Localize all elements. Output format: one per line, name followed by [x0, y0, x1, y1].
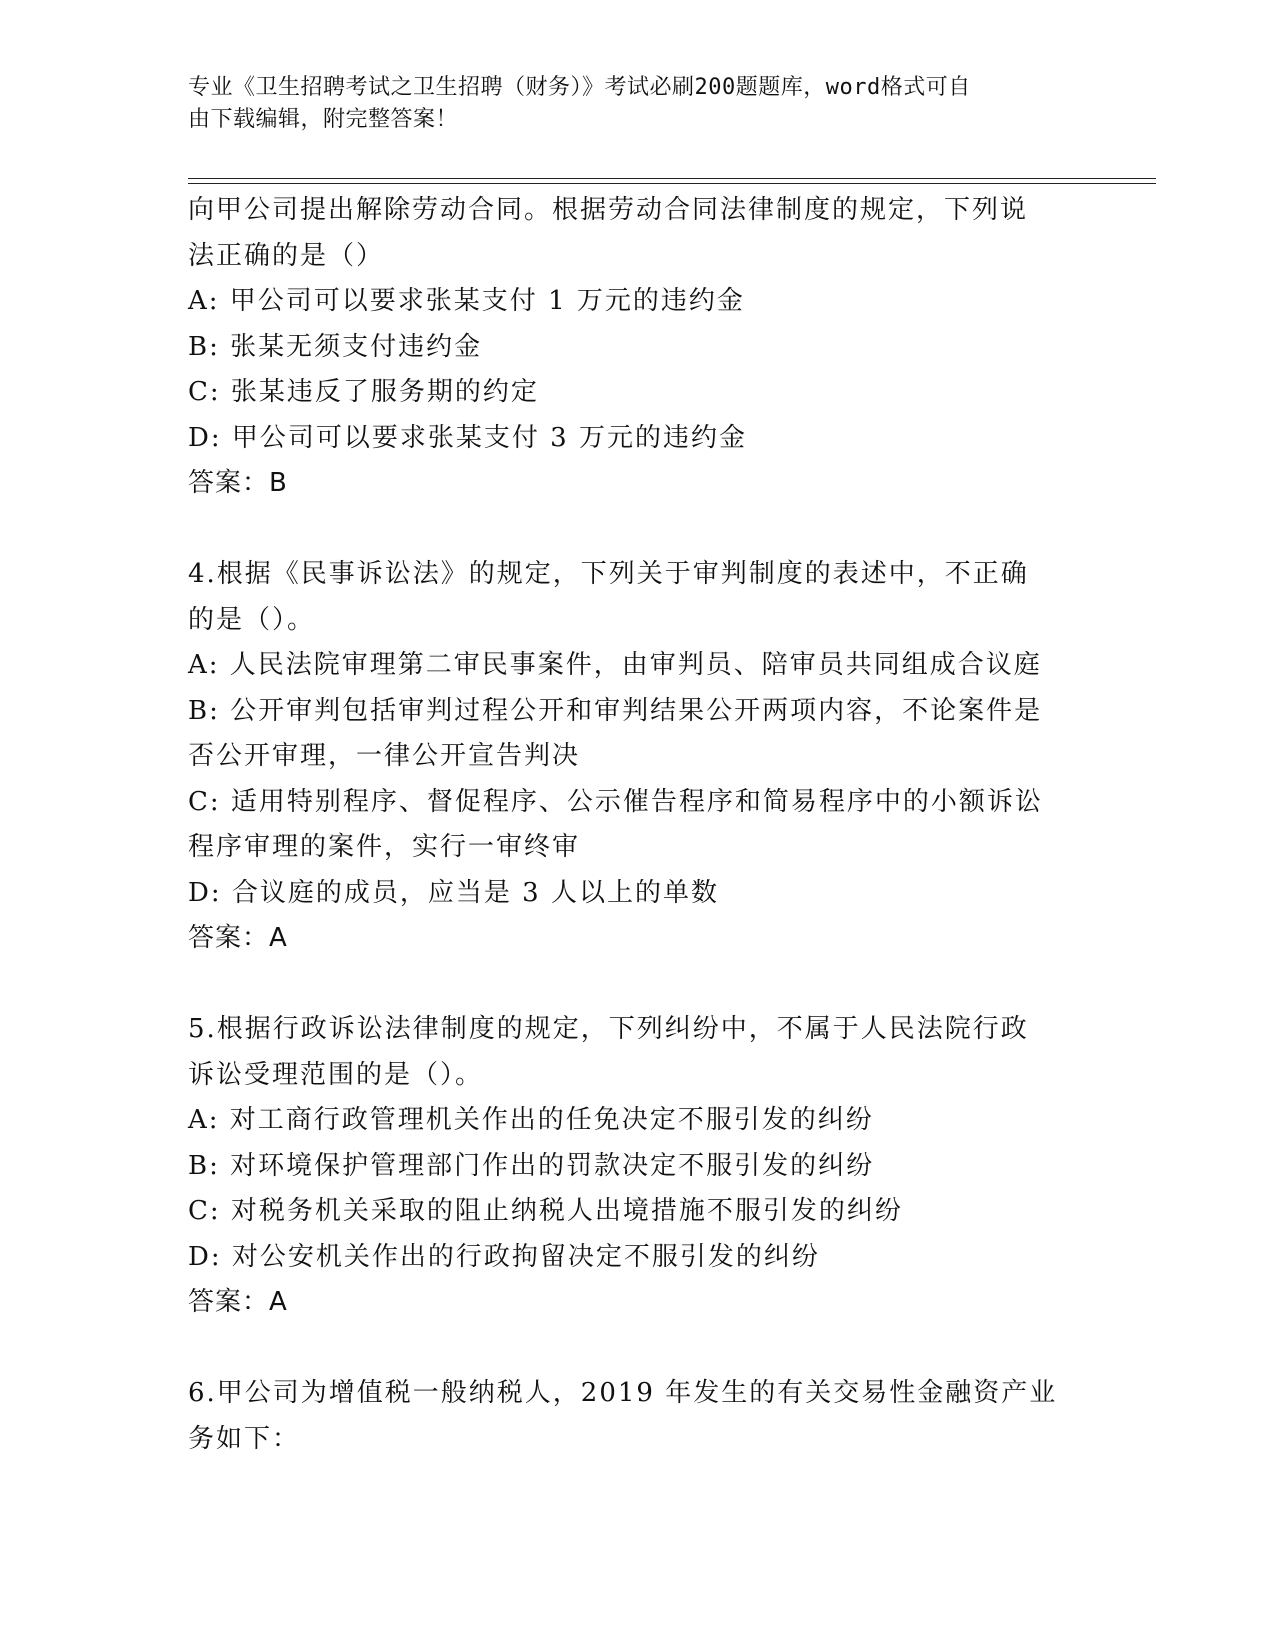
- question-3-stem-line-2: 法正确的是（）: [188, 240, 385, 271]
- question-3-answer: 答案：B: [188, 468, 288, 498]
- header-rule-bottom: [188, 183, 1156, 184]
- question-6: [188, 1371, 1088, 1462]
- spacer: [188, 507, 1088, 553]
- question-3-option-c: C: 张某违反了服务期的约定: [188, 377, 539, 407]
- question-5-stem-line-2: 诉讼受理范围的是（）。: [188, 1059, 484, 1090]
- header-line-1: 专业《卫生招聘考试之卫生招聘（财务）》考试必刷200题题库，word格式可自: [188, 75, 971, 100]
- question-3-option-d: D: 甲公司可以要求张某支付 3 万元的违约金: [188, 422, 747, 453]
- question-5-option-b: B: 对环境保护管理部门作出的罚款决定不服引发的纠纷: [188, 1150, 875, 1181]
- question-5-option-c: C: 对税务机关采取的阻止纳税人出境措施不服引发的纠纷: [188, 1196, 903, 1226]
- spacer: [188, 1326, 1088, 1372]
- question-4-stem-line-2: 的是（）。: [188, 604, 316, 635]
- question-5: [188, 1007, 1088, 1326]
- document-body: [188, 188, 1088, 1462]
- question-5-stem-line-1: 5.根据行政诉讼法律制度的规定，下列纠纷中，不属于人民法院行政: [188, 1014, 1029, 1044]
- question-4-option-d: D: 合议庭的成员，应当是 3 人以上的单数: [188, 877, 719, 908]
- question-4-option-b-line-2: 否公开审理，一律公开宣告判决: [188, 741, 581, 771]
- question-5-option-a: A: 对工商行政管理机关作出的任免决定不服引发的纠纷: [188, 1105, 874, 1135]
- question-6-stem-line-1: 6.甲公司为增值税一般纳税人，2019 年发生的有关交易性金融资产业: [188, 1378, 1058, 1408]
- header-line-2: 由下载编辑，附完整答案！: [188, 107, 459, 132]
- question-4-option-c-line-2: 程序审理的案件，实行一审终审: [188, 832, 581, 862]
- question-3-stem-line-1: 向甲公司提出解除劳动合同。根据劳动合同法律制度的规定，下列说: [188, 195, 1029, 225]
- question-4-stem-line-1: 4.根据《民事诉讼法》的规定，下列关于审判制度的表述中，不正确: [188, 559, 1029, 589]
- question-4-answer: 答案：A: [188, 923, 288, 953]
- question-4-option-a: A: 人民法院审理第二审民事案件，由审判员、陪审员共同组成合议庭: [188, 650, 1042, 680]
- header-rule-top: [188, 178, 1156, 179]
- question-3-option-b: B: 张某无须支付违约金: [188, 331, 483, 362]
- question-4-option-b-line-1: B: 公开审判包括审判过程公开和审判结果公开两项内容，不论案件是: [188, 695, 1043, 726]
- question-6-stem-line-2: 务如下：: [188, 1423, 301, 1454]
- question-4: [188, 552, 1088, 962]
- question-5-option-d: D: 对公安机关作出的行政拘留决定不服引发的纠纷: [188, 1241, 820, 1272]
- spacer: [188, 962, 1088, 1008]
- question-3-option-a: A: 甲公司可以要求张某支付 1 万元的违约金: [188, 286, 745, 316]
- document-header: [188, 72, 1088, 136]
- question-5-answer: 答案：A: [188, 1287, 288, 1317]
- question-3: [188, 188, 1088, 507]
- question-4-option-c-line-1: C: 适用特别程序、督促程序、公示催告程序和简易程序中的小额诉讼: [188, 786, 1043, 817]
